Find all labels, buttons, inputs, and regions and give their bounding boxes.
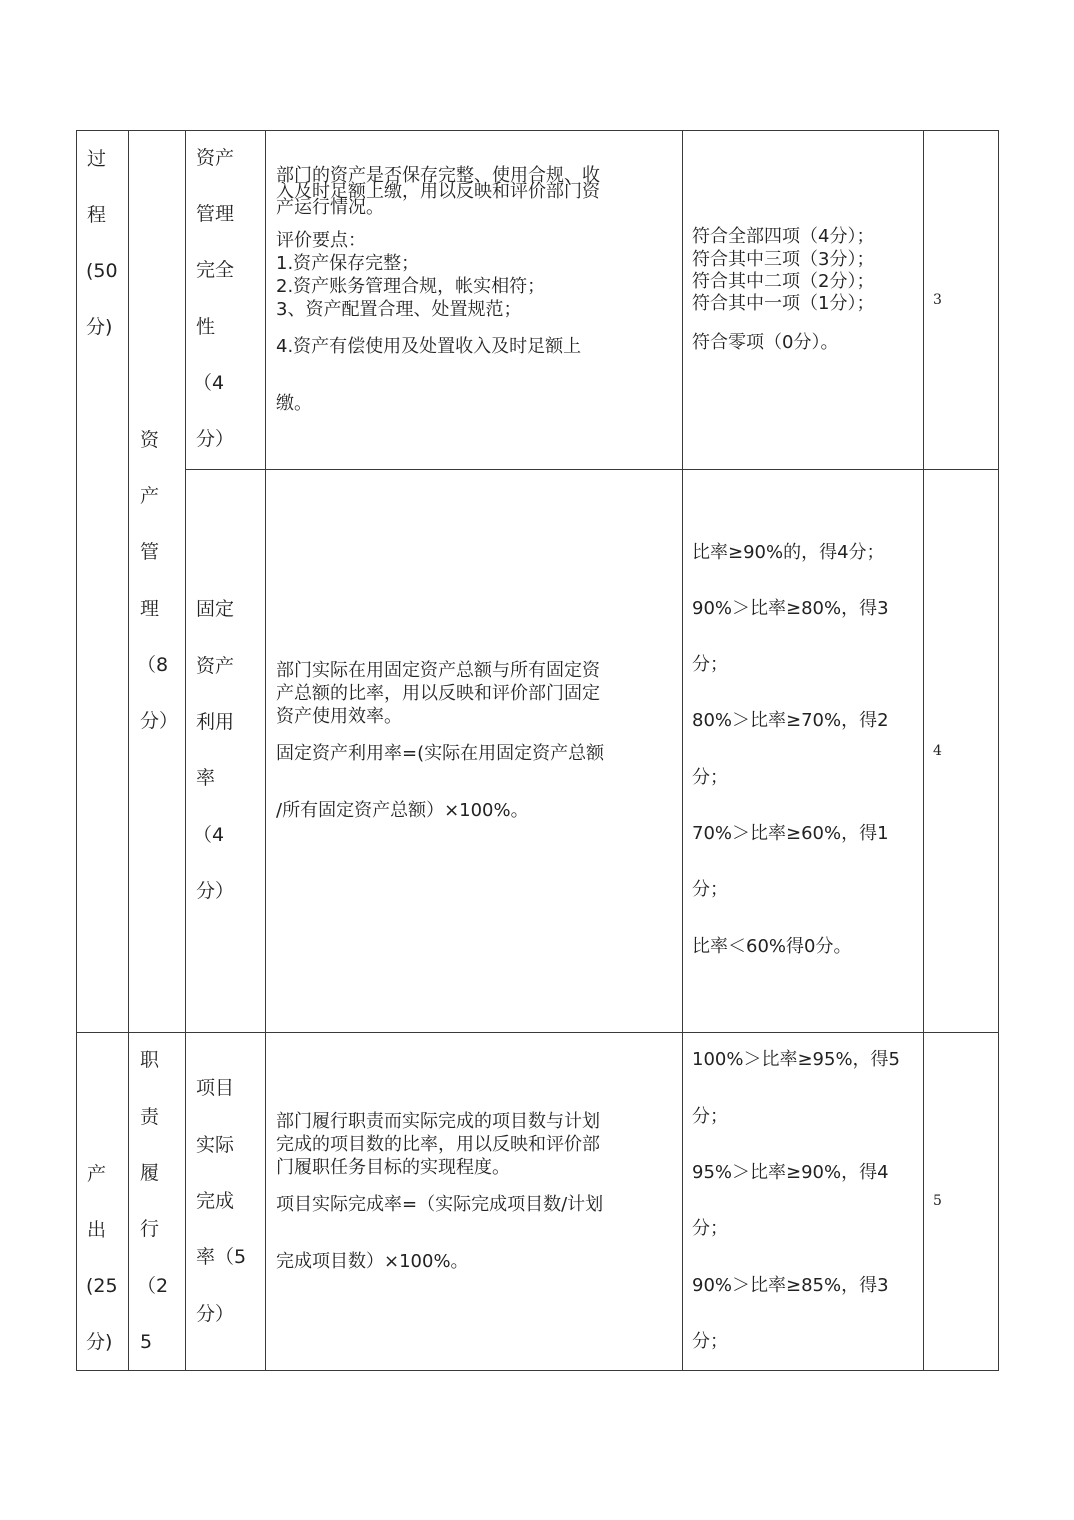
- criteria-line: 100%＞比率≥95%，得5: [692, 1049, 901, 1070]
- criteria-line: 分；: [692, 1331, 728, 1352]
- description-line: 产总额的比率，用以反映和评价部门固定: [276, 683, 600, 704]
- score-value: 5: [933, 1193, 942, 1209]
- criteria-line: 70%＞比率≥60%，得1: [692, 823, 889, 844]
- category-char: (50: [86, 260, 118, 282]
- criteria-line: 分；: [692, 654, 728, 675]
- category-char: 出: [87, 1219, 107, 1241]
- indicator-text: 资产: [196, 147, 235, 169]
- row-divider: [76, 1032, 999, 1033]
- indicator-text: 项目: [196, 1077, 235, 1099]
- criteria-line: 符合其中二项（2分）；: [692, 271, 875, 292]
- category-char: 过: [87, 148, 107, 170]
- subcategory-char: 理: [140, 598, 160, 620]
- description-line: 缴。: [276, 393, 312, 414]
- subcategory-char: 行: [140, 1218, 160, 1240]
- criteria-line: 90%＞比率≥80%，得3: [692, 598, 889, 619]
- description-line: 部门履行职责而实际完成的项目数与计划: [276, 1111, 600, 1132]
- description-line: 固定资产利用率=(实际在用固定资产总额: [276, 743, 605, 764]
- table-border-top: [76, 130, 999, 131]
- criteria-line: 符合零项（0分）。: [692, 332, 839, 353]
- table-border-left: [76, 130, 77, 1371]
- description-line: 完成项目数）×100%。: [276, 1251, 469, 1272]
- criteria-line: 分；: [692, 1106, 728, 1127]
- description-line: /所有固定资产总额）×100%。: [276, 800, 529, 821]
- indicator-text: 固定: [196, 598, 235, 620]
- category-char: 产: [87, 1163, 107, 1185]
- subcategory-char: 职: [140, 1049, 160, 1071]
- subcategory-char: （2: [137, 1275, 169, 1297]
- category-char: 程: [87, 204, 107, 226]
- criteria-line: 90%＞比率≥85%，得3: [692, 1275, 889, 1296]
- subcategory-char: 分）: [140, 710, 179, 732]
- column-divider: [265, 130, 266, 1371]
- column-divider: [682, 130, 683, 1371]
- subcategory-char: 资: [140, 429, 160, 451]
- indicator-text: 率: [196, 767, 216, 789]
- description-line: 3、资产配置合理、处置规范；: [276, 299, 522, 320]
- indicator-text: 分）: [196, 880, 235, 902]
- indicator-text: 资产: [196, 655, 235, 677]
- criteria-line: 符合其中三项（3分）；: [692, 249, 875, 270]
- indicator-text: 管理: [196, 203, 235, 225]
- indicator-text: 分）: [196, 1303, 235, 1325]
- indicator-text: （4: [193, 824, 225, 846]
- subcategory-char: 产: [140, 485, 160, 507]
- category-char: 分): [86, 1331, 113, 1353]
- description-line: 入及时足额上缴，用以反映和评价部门资: [276, 181, 600, 202]
- criteria-line: 分；: [692, 879, 728, 900]
- subcategory-char: 5: [140, 1331, 153, 1353]
- description-line: 2.资产账务管理合规，帐实相符；: [276, 276, 546, 297]
- subcategory-char: 管: [140, 541, 160, 563]
- indicator-text: 完全: [196, 259, 235, 281]
- indicator-text: 完成: [196, 1190, 235, 1212]
- table-border-bottom: [76, 1370, 999, 1371]
- subcategory-char: 责: [140, 1106, 160, 1128]
- column-divider: [185, 130, 186, 1371]
- column-divider: [128, 130, 129, 1371]
- description-line: 部门的资产是否保存完整、使用合规、收: [276, 165, 600, 186]
- indicator-text: （4: [193, 372, 225, 394]
- criteria-line: 符合全部四项（4分）；: [692, 226, 875, 247]
- indicator-text: 利用: [196, 711, 235, 733]
- criteria-line: 比率＜60%得0分。: [692, 936, 852, 957]
- description-line: 门履职任务目标的实现程度。: [276, 1157, 510, 1178]
- description-line: 4.资产有偿使用及处置收入及时足额上: [276, 336, 582, 357]
- score-value: 4: [933, 743, 942, 759]
- indicator-text: 性: [196, 316, 216, 338]
- description-line: 资产使用效率。: [276, 706, 402, 727]
- criteria-line: 分；: [692, 767, 728, 788]
- column-divider: [923, 130, 924, 1371]
- description-line: 1.资产保存完整；: [276, 253, 420, 274]
- indicator-text: 率（5: [196, 1246, 247, 1268]
- indicator-text: 分）: [196, 428, 235, 450]
- criteria-line: 95%＞比率≥90%，得4: [692, 1162, 889, 1183]
- table-border-right: [998, 130, 999, 1371]
- criteria-line: 比率≥90%的，得4分；: [692, 542, 885, 563]
- score-value: 3: [933, 292, 942, 308]
- description-line: 部门实际在用固定资产总额与所有固定资: [276, 660, 600, 681]
- indicator-text: 实际: [196, 1134, 235, 1156]
- category-char: 分): [86, 316, 113, 338]
- row-divider: [185, 469, 999, 470]
- criteria-line: 分；: [692, 1218, 728, 1239]
- criteria-line: 符合其中一项（1分）；: [692, 293, 875, 314]
- category-char: (25: [86, 1275, 118, 1297]
- subcategory-char: 履: [140, 1162, 160, 1184]
- criteria-line: 80%＞比率≥70%，得2: [692, 710, 889, 731]
- description-line: 完成的项目数的比率，用以反映和评价部: [276, 1134, 600, 1155]
- subcategory-char: （8: [137, 654, 169, 676]
- description-line: 项目实际完成率=（实际完成项目数/计划: [276, 1194, 604, 1215]
- description-line: 评价要点：: [276, 230, 366, 251]
- description-line: 产运行情况。: [276, 197, 384, 218]
